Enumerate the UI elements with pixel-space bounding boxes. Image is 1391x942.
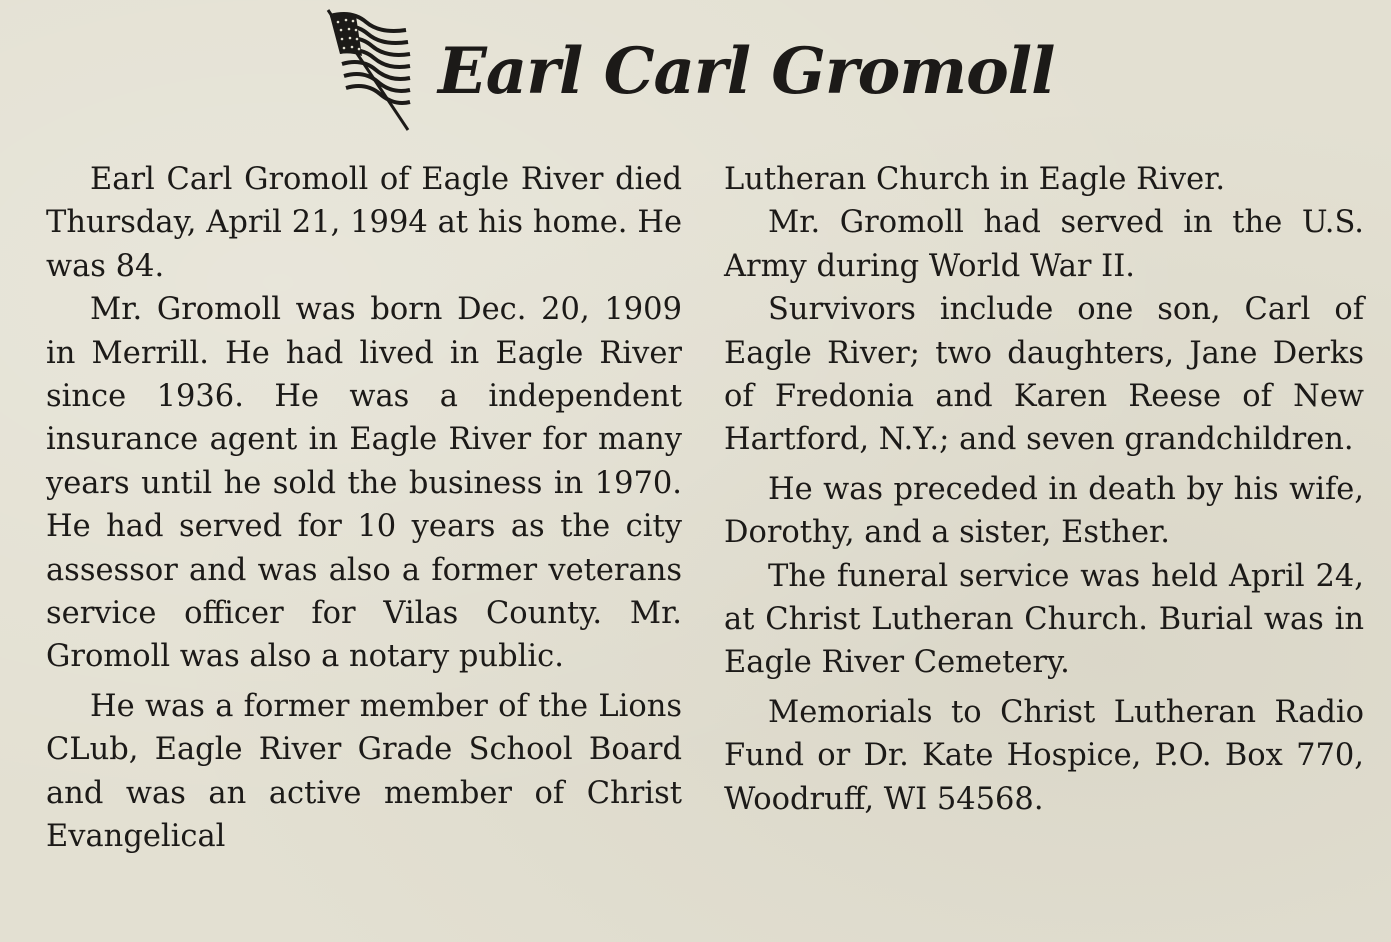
paragraph-biography: Mr. Gromoll was born Dec. 20, 1909 in Merrill. He had lived in Eagle River since 1936. He was a independent insurance agent in Eagle River for many years until he sold the business in 1970. He had served for 10 years as the city assessor and was also a former veterans service officer for Vilas County. Mr. Gromoll was also a notary public. bbox=[46, 292, 682, 675]
paragraph-preceded: He was preceded in death by his wife, Dorothy, and a sister, Esther. bbox=[724, 471, 1364, 551]
obituary-title: Earl Carl Gromoll bbox=[438, 34, 1055, 109]
paragraph-memberships-continued: Lutheran Church in Eagle River. bbox=[724, 162, 1226, 197]
paragraph-memberships: He was a former member of the Lions CLub, Eagle River Grade School Board and was an active member of Christ Evangelical bbox=[46, 688, 682, 855]
american-flag-icon bbox=[322, 8, 412, 132]
left-column bbox=[46, 158, 682, 859]
paragraph-survivors: Survivors include one son, Carl of Eagle River; two daughters, Jane Derks of Fredonia and Karen Reese of New Hartford, N.Y.; and seven grandchildren. bbox=[724, 292, 1364, 458]
right-column bbox=[724, 158, 1364, 821]
paragraph-military-service: Mr. Gromoll had served in the U.S. Army during World War II. bbox=[724, 205, 1364, 284]
obituary-header bbox=[0, 0, 1391, 140]
paragraph-death: Earl Carl Gromoll of Eagle River died Thursday, April 21, 1994 at his home. He was 84. bbox=[46, 162, 682, 284]
paragraph-memorials: Memorials to Christ Lutheran Radio Fund or Dr. Kate Hospice, P.O. Box 770, Woodruff, WI 54568. bbox=[724, 694, 1364, 817]
paragraph-funeral: The funeral service was held April 24, at Christ Lutheran Church. Burial was in Eagle River Cemetery. bbox=[724, 558, 1364, 681]
